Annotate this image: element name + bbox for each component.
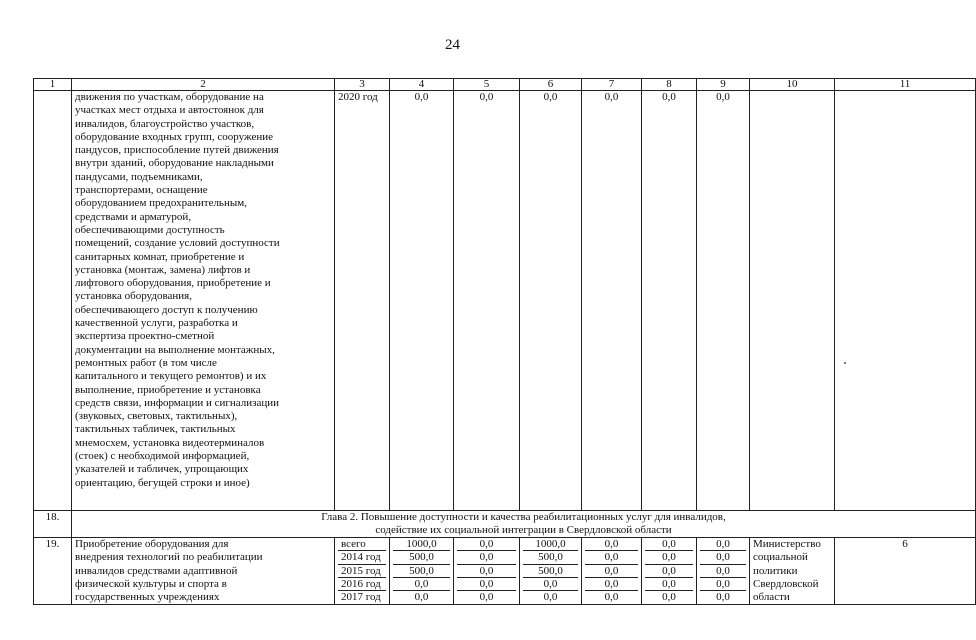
chapter-heading: Глава 2. Повышение доступности и качества реабилитационных услуг для инвалидов, содействие их социальной интеграции в Свердловской области bbox=[72, 511, 976, 538]
value-cell: 500,0 bbox=[393, 565, 450, 578]
funding-column-total bbox=[390, 538, 454, 605]
year-label: 2017 год bbox=[341, 591, 381, 604]
value-cell: 0,0 bbox=[543, 591, 558, 604]
value-cell: 0,0 bbox=[457, 578, 516, 591]
header-cell: 1 bbox=[34, 79, 72, 91]
value-cell: 0,0 bbox=[700, 578, 746, 591]
value-cell: 0,0 bbox=[700, 551, 746, 564]
value-cell: 0,0 bbox=[700, 538, 746, 551]
funding-column-7 bbox=[582, 538, 642, 605]
row-number bbox=[34, 91, 72, 511]
value-cell: 0,0 bbox=[585, 538, 638, 551]
header-row bbox=[34, 79, 976, 91]
value-cell: 0,0 bbox=[582, 91, 642, 511]
value-cell: 500,0 bbox=[523, 565, 578, 578]
value-cell: 0,0 bbox=[479, 591, 494, 604]
value-cell: 0,0 bbox=[457, 565, 516, 578]
target-cell bbox=[835, 91, 976, 511]
value-cell: 0,0 bbox=[662, 591, 676, 604]
row-number: 18. bbox=[34, 511, 72, 538]
header-cell: 8 bbox=[642, 79, 697, 91]
year-label: 2016 год bbox=[338, 578, 386, 591]
value-cell: 0,0 bbox=[645, 551, 693, 564]
table-row bbox=[34, 91, 976, 511]
value-cell: 0,0 bbox=[390, 91, 454, 511]
funding-column-6 bbox=[520, 538, 582, 605]
funding-column-5 bbox=[454, 538, 520, 605]
year-cell: 2020 год bbox=[335, 91, 390, 511]
header-cell: 3 bbox=[335, 79, 390, 91]
value-cell: 500,0 bbox=[393, 551, 450, 564]
value-cell: 1000,0 bbox=[393, 538, 450, 551]
table-row bbox=[34, 538, 976, 605]
value-cell: 500,0 bbox=[523, 551, 578, 564]
header-cell: 9 bbox=[697, 79, 750, 91]
header-cell: 6 bbox=[520, 79, 582, 91]
header-cell: 7 bbox=[582, 79, 642, 91]
value-cell: 0,0 bbox=[414, 591, 429, 604]
year-label: 2014 год bbox=[338, 551, 386, 564]
value-cell: 0,0 bbox=[645, 538, 693, 551]
header-cell: 11 bbox=[835, 79, 976, 91]
value-cell: 0,0 bbox=[585, 551, 638, 564]
measure-description: движения по участкам, оборудование на участках мест отдыха и автостоянок для инвалидов, благоустройство участков, оборудование входных групп, сооружение пандусов, приспособление путей движения внутри зданий, оборудование накладными пандусами, подъемниками, транспортерами, оснащение оборудованием предохранительным, средствами и арматурой, обеспечивающими доступность помещений, создание условий доступности санитарных комнат, приобретение и установка (монтаж, замена) лифтов и лифтового оборудования, приобретение и установка оборудования, обеспечивающего доступ к получению качественной услуги, разработка и экспертиза проектно-сметной документации на выполнение монтажных, ремонтных работ (в том числе капитального и текущего ремонтов) и их выполнение, приобретение и установка средств связи, информации и сигнализации (звуковых, световых, тактильных), тактильных табличек, тактильных мнемосхем, установка видеотерминалов (стоек) с необходимой информацией, указателей и табличек, упрощающих ориентацию, бегущей строки и иное) bbox=[72, 91, 335, 511]
program-table bbox=[33, 78, 976, 605]
header-cell: 4 bbox=[390, 79, 454, 91]
chapter-row bbox=[34, 511, 976, 538]
value-cell: 0,0 bbox=[716, 591, 730, 604]
value-cell: 0,0 bbox=[585, 578, 638, 591]
scan-speck bbox=[844, 362, 846, 364]
target-cell: 6 bbox=[835, 538, 976, 605]
header-cell: 2 bbox=[72, 79, 335, 91]
value-cell: 0,0 bbox=[697, 91, 750, 511]
value-cell: 0,0 bbox=[457, 538, 516, 551]
executor-cell: Министерство социальной политики Свердловской области bbox=[750, 538, 835, 605]
value-cell: 0,0 bbox=[645, 578, 693, 591]
funding-column-9 bbox=[697, 538, 750, 605]
year-column bbox=[335, 538, 390, 605]
value-cell: 0,0 bbox=[393, 578, 450, 591]
value-cell: 0,0 bbox=[604, 591, 619, 604]
value-cell: 0,0 bbox=[700, 565, 746, 578]
header-cell: 10 bbox=[750, 79, 835, 91]
value-cell: 0,0 bbox=[454, 91, 520, 511]
executor-cell bbox=[750, 91, 835, 511]
value-cell: 0,0 bbox=[585, 565, 638, 578]
value-cell: 0,0 bbox=[523, 578, 578, 591]
year-label: 2015 год bbox=[338, 565, 386, 578]
value-cell: 0,0 bbox=[642, 91, 697, 511]
page-number: 24 bbox=[445, 37, 460, 53]
measure-description: Приобретение оборудования для внедрения технологий по реабилитации инвалидов средствами адаптивной физической культуры и спорта в государственных учреждениях bbox=[72, 538, 335, 605]
value-cell: 0,0 bbox=[457, 551, 516, 564]
value-cell: 1000,0 bbox=[523, 538, 578, 551]
year-label: всего bbox=[338, 538, 386, 551]
row-number: 19. bbox=[34, 538, 72, 605]
value-cell: 0,0 bbox=[520, 91, 582, 511]
funding-column-8 bbox=[642, 538, 697, 605]
value-cell: 0,0 bbox=[645, 565, 693, 578]
header-cell: 5 bbox=[454, 79, 520, 91]
